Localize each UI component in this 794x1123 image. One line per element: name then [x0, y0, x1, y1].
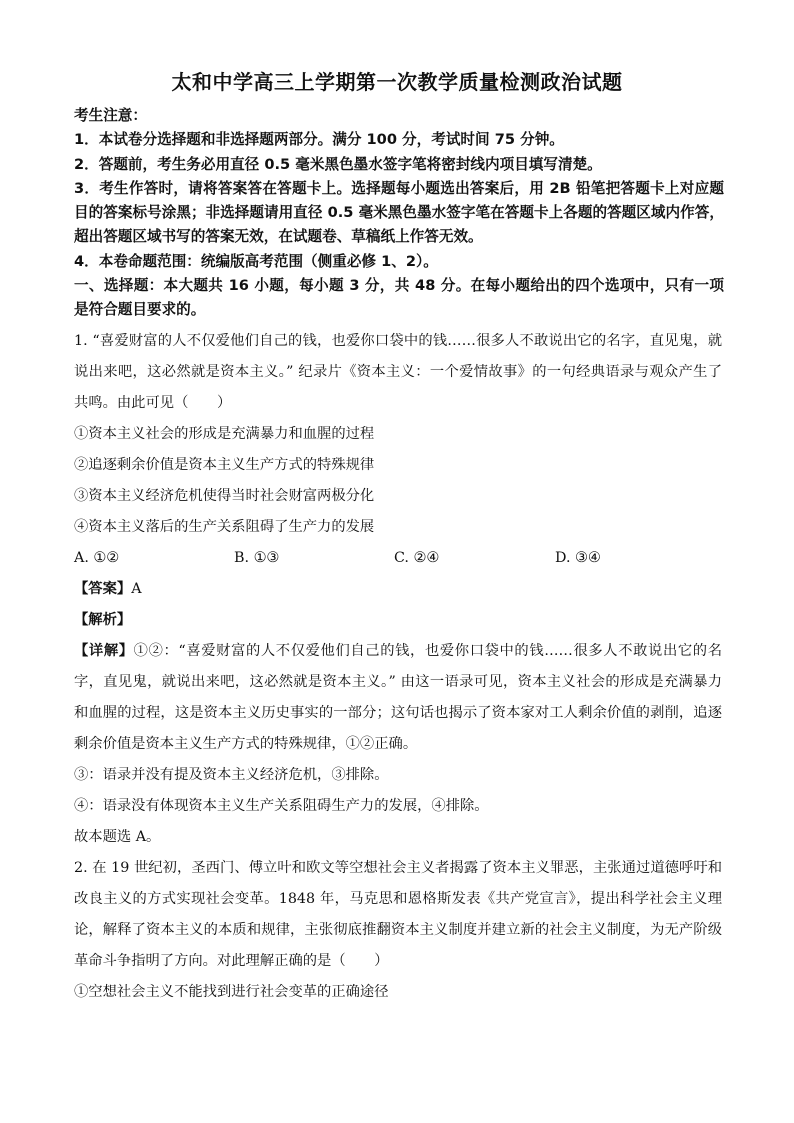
notice-item-2: 2．答题前，考生务必用直径 0.5 毫米黑色墨水签字笔将密封线内项目填写清楚。: [74, 155, 602, 173]
analysis-tag: 【解析】: [74, 612, 132, 628]
q1-note-4: ④：语录没有体现资本主义生产关系阻碍生产力的发展，④排除。: [74, 798, 489, 814]
q1-answer-line: [74, 574, 722, 605]
q1-option-d: D. ③④: [555, 550, 601, 566]
q1-analysis-line: [74, 605, 722, 636]
q1-statement-1: ①资本主义社会的形成是充满暴力和血腥的过程: [74, 426, 375, 442]
q1-note-3: ③：语录并没有提及资本主义经济危机，③排除。: [74, 767, 389, 783]
answer-tag: 【答案】: [74, 581, 132, 597]
q2-stem: 2. 在 19 世纪初，圣西门、傅立叶和欧文等空想社会主义者揭露了资本主义罪恶，主张通过道德呼吁和改良主义的方式实现社会变革。1848 年，马克思和恩格斯发表《共产党宣言》，提出科学社会主义理论，解释了资本主义的本质和规律，主张彻底推翻资本主义制度并建立新的社会主义制度，为无产阶级革命斗争指明了方向。对此理解正确的是（ ）: [74, 860, 722, 969]
notice-item-4: 4．本卷命题范围：统编版高考范围（侧重必修 1、2）。: [74, 252, 438, 270]
q1-statement-2: ②追逐剩余价值是资本主义生产方式的特殊规律: [74, 457, 375, 473]
detail-tag: 【详解】: [74, 643, 134, 659]
q1-answer: A: [131, 581, 142, 597]
questions: [74, 326, 722, 1008]
page-title: 太和中学高三上学期第一次教学质量检测政治试题: [171, 70, 623, 94]
q2-statement-1: ①空想社会主义不能找到进行社会变革的正确途径: [74, 984, 389, 1000]
q1-detail: [74, 636, 722, 760]
notice-heading: 考生注意：: [74, 107, 147, 124]
notice-item-1: 1．本试卷分选择题和非选择题两部分。满分 100 分，考试时间 75 分钟。: [74, 131, 564, 149]
q1-option-c: C. ②④: [394, 550, 440, 566]
q1-option-b: B. ①③: [234, 550, 280, 566]
q1-options: [74, 543, 722, 574]
section-heading: 一、选择题：本大题共 16 小题，每小题 3 分，共 48 分。在每小题给出的四个选项中，只有一项是符合题目要求的。: [74, 277, 724, 319]
q1-statement-4: ④资本主义落后的生产关系阻碍了生产力的发展: [74, 519, 375, 535]
q1-conclusion: 故本题选 A。: [74, 829, 161, 845]
exam-notice: [74, 104, 724, 323]
q1-stem: 1. “喜爱财富的人不仅爱他们自己的钱，也爱你口袋中的钱……很多人不敢说出它的名字，直见鬼，就说出来吧，这必然就是资本主义。” 纪录片《资本主义：一个爱情故事》的一句经典语录与观众产生了共鸣。由此可见（ ）: [74, 333, 722, 411]
q1-detail-text: ①②：“喜爱财富的人不仅爱他们自己的钱，也爱你口袋中的钱……很多人不敢说出它的名字，直见鬼，就说出来吧，这必然就是资本主义。” 由这一语录可见，资本主义社会的形成是充满暴力和血腥的过程，这是资本主义历史事实的一部分；这句话也揭示了资本家对工人剩余价值的剥削，追逐剩余价值是资本主义生产方式的特殊规律，①②正确。: [74, 643, 722, 752]
notice-item-3: 3．考生作答时，请将答案答在答题卡上。选择题每小题选出答案后，用 2B 铅笔把答题卡上对应题目的答案标号涂黑；非选择题请用直径 0.5 毫米黑色墨水签字笔在答题卡上各题的答题区域内作答，超出答题区域书写的答案无效，在试题卷、草稿纸上作答无效。: [74, 179, 724, 246]
q1-statement-3: ③资本主义经济危机使得当时社会财富两极分化: [74, 488, 375, 504]
q1-option-a: A. ①②: [74, 550, 120, 566]
